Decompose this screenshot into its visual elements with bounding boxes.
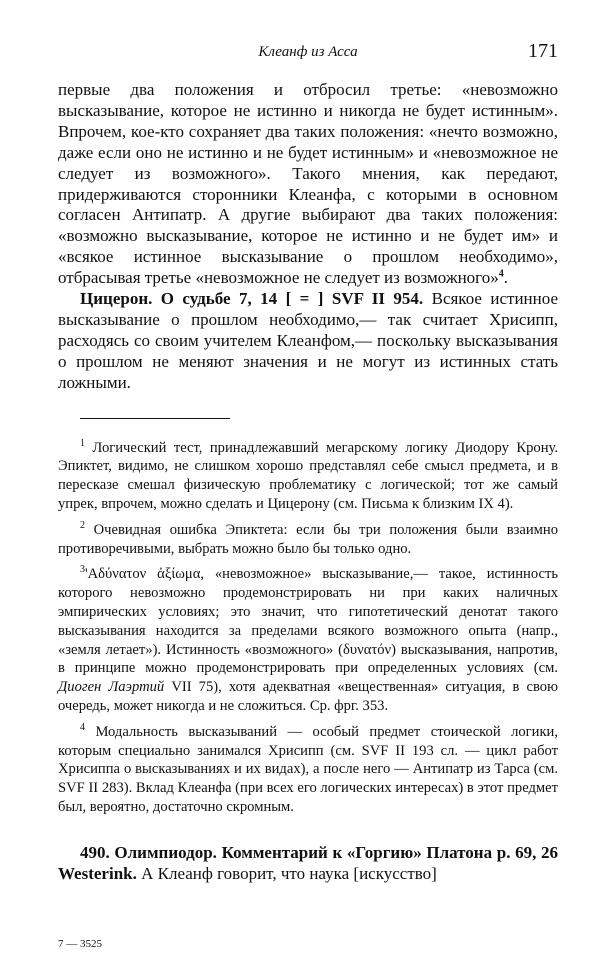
page-body <box>58 80 558 885</box>
footnote-text-cont: VII 75), хотя адекватная «вещественная» ситуация, в свою очередь, может никогда и не сложиться. Ср. фрг. 353. <box>58 679 558 714</box>
paragraph-text: первые два положения и отбросил третье: «невозможно высказывание, которое не истинно и никогда не будет истинным». Впрочем, кое-кто сохраняет два таких положения: «нечто возможно, даже если оно не истинно и не будет истинным» и «невозможное не следует из возможного». Такого мнения, как передают, придерживаются сторонники Клеанфа, с которыми в основном согласен Антипатр. А другие выбирают два таких положения: «возможно высказывание, которое не истинно и не будет им» и «всякое истинное высказывание о прошлом необходимо», отбрасывая третье «невозможное не следует из возможного» <box>58 80 558 288</box>
cicero-text: Всякое истинное высказывание о прошлом необходимо,— так считает Хрисипп, расходясь со своим учителем Клеанфом,— поскольку высказывания о прошлом не меняют значения и не могут из истинных стать ложными. <box>58 289 558 392</box>
footnote-text: Модальность высказываний — особый предмет стоической логики, которым специально занимался Хрисипп (см. SVF II 193 сл. — цикл работ Хрисиппа о высказываниях и их видах), а после него — Антипатр из Тарса (см. SVF II 283). Вклад Клеанфа (при всех его логических интересах) в этот предмет был, вероятно, достаточно скромным. <box>58 723 558 815</box>
footnote-mark: 4 <box>80 721 85 733</box>
running-title: Клеанф из Асса <box>258 44 358 60</box>
entry-490 <box>58 843 558 885</box>
author-citation: Диоген Лаэртий <box>58 679 165 696</box>
entry-heading: 490. Олимпиодор. Комментарий к «Горгию» Платона р. 69, 26 Westerink. <box>58 842 558 883</box>
footnote-text: Логический тест, принадлежавший мегарскому логику Диодору Крону. Эпиктет, видимо, не слишком хорошо представлял себе смысл предмета, и в пересказе смешал физическую проблематику с логической; тот же самый упрек, впрочем, можно сделать и Цицерону (см. Письма к близким IX 4). <box>58 439 558 512</box>
footnote-3 <box>58 565 558 715</box>
cicero-reference: Цицерон. О судьбе 7, 14 [ = ] SVF II 954. <box>80 289 424 309</box>
footnote-4 <box>58 723 558 817</box>
entry-text: А Клеанф говорит, что наука [искусство] <box>136 863 437 883</box>
footnote-2 <box>58 521 558 559</box>
cicero-fragment <box>58 289 558 394</box>
printer-signature: 7 — 3525 <box>58 938 102 950</box>
footnote-1 <box>58 439 558 514</box>
paragraph-continuation <box>58 80 558 289</box>
footnote-mark: 3 <box>80 564 85 576</box>
footnote-divider <box>80 418 230 419</box>
footnote-mark: 1 <box>80 437 85 449</box>
page-header <box>58 40 558 68</box>
footnote-text: Очевидная ошибка Эпиктета: если бы три положения были взаимно противоречивыми, выбрать можно было бы только одно. <box>58 521 558 557</box>
paragraph-end: . <box>503 268 508 288</box>
footnote-mark: 2 <box>80 519 85 531</box>
footnote-text: 'Αδύνατον ἀξίωμα, «невозможное» высказывание,— такое, истинность которого невозможно продемонстрировать ни при каких наличных эмпирических условиях; это значит, что гипотетический денотат такого высказывания находится за пределами всякого возможного опыта (напр., «земля летает»). Истинность «возможного» (δυνατόν) высказывания, напротив, в принципе можно продемонстрировать при определенных условиях (см. <box>58 566 558 677</box>
footnote-ref-4[interactable]: 4 <box>498 268 504 280</box>
page-number: 171 <box>528 40 558 62</box>
